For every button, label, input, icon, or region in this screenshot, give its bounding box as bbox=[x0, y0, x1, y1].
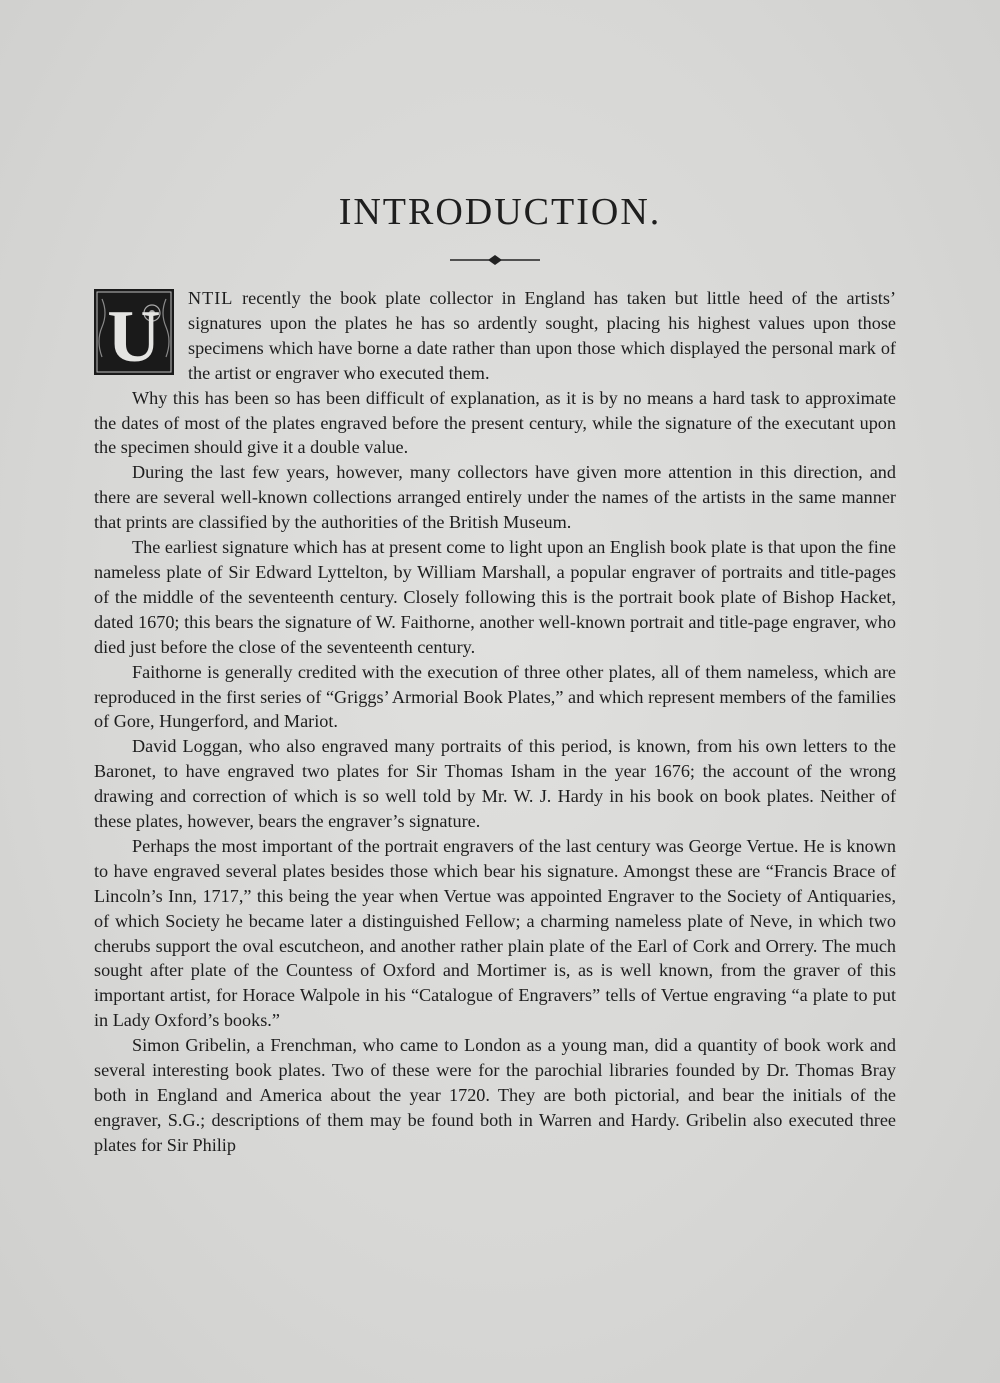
paragraph-6: David Loggan, who also engraved many portraits of this period, is known, from his own letters to the Baronet, to have engraved two plates for Sir Thomas Isham in the year 1676; the account of the wrong drawing and correction of which is so well told by Mr. W. J. Hardy in his book on book plates. Neither of these plates, however, bears the engraver’s signature. bbox=[94, 736, 896, 832]
page-title: INTRODUCTION. bbox=[338, 191, 662, 233]
first-word-rest: NTIL bbox=[188, 288, 234, 308]
paragraph-7: Perhaps the most important of the portrait engravers of the last century was George Vertue. He is known to have engraved several plates besides those which bear his signature. Amongst these are “Francis Brace of Lincoln’s Inn, 1717,” this being the year when Vertue was appointed Engraver to the Society of Antiquaries, of which Society he became later a distinguished Fellow; a charming nameless plate of Neve, in which two cherubs support the oval escutcheon, and another rather plain plate of the Earl of Cork and Orrery. The much sought after plate of the Countess of Oxford and Mortimer is, as is well known, from the graver of this important artist, for Horace Walpole in his “Catalogue of Engravers” tells of Vertue engraving “a plate to put in Lady Oxford’s books.” bbox=[94, 835, 896, 1031]
paragraph-5: Faithorne is generally credited with the execution of three other plates, all of them nameless, which are reproduced in the first series of “Griggs’ Armorial Book Plates,” and which represent members of the families of Gore, Hungerford, and Mariot. bbox=[94, 661, 896, 732]
paragraph-1 bbox=[94, 286, 896, 386]
paragraph-3: During the last few years, however, many collectors have given more attention in this direction, and there are several well-known collections arranged entirely under the names of the artists in the same manner that prints are classified by the authorities of the British Museum. bbox=[94, 462, 896, 533]
svg-text:U: U bbox=[107, 296, 161, 375]
body-text bbox=[94, 286, 896, 1158]
paragraph-8: Simon Gribelin, a Frenchman, who came to London as a young man, did a quantity of book work and several interesting book plates. Two of these were for the parochial libraries founded by Dr. Thomas Bray both in England and America about the year 1720. They are both pictorial, and bear the initials of the engraver, S.G.; descriptions of them may be found both in Warren and Hardy. Gribelin also executed three plates for Sir Philip bbox=[94, 1035, 896, 1155]
paragraph-4: The earliest signature which has at present come to light upon an English book plate is that upon the fine nameless plate of Sir Edward Lyttelton, by William Marshall, a popular engraver of portraits and title-pages of the middle of the seventeenth century. Closely following this is the portrait book plate of Bishop Hacket, dated 1670; this bears the signature of W. Faithorne, another well-known portrait and title-page engraver, who died just before the close of the seventeenth century. bbox=[94, 537, 896, 657]
paragraph-2: Why this has been so has been difficult of explanation, as it is by no means a hard task to approximate the dates of most of the plates engraved before the present century, while the signature of the executant upon the specimen should give it a double value. bbox=[94, 387, 896, 458]
paragraph-1-text: recently the book plate collector in England has taken but little heed of the artists’ signatures upon the plates he has so ardently sought, placing his highest values upon those specimens which have borne a date rather than upon those which displayed the personal mark of the artist or engraver who executed them. bbox=[188, 288, 896, 383]
decorated-initial-u bbox=[94, 289, 174, 375]
title-ornament-divider bbox=[450, 253, 540, 267]
